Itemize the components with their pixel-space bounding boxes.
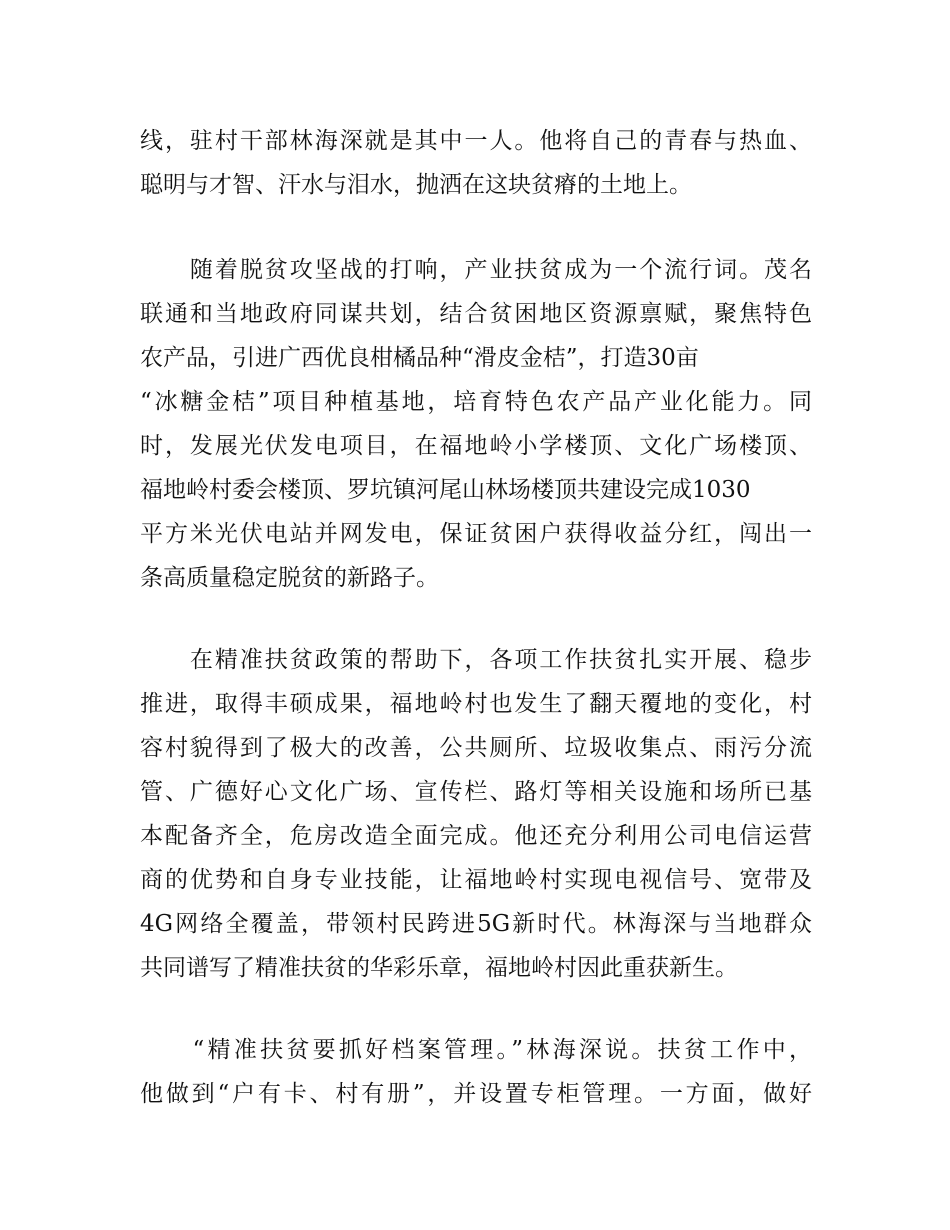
text-line: 在精准扶贫政策的帮助下，各项工作扶贫扎实开展、稳步	[140, 647, 812, 673]
text-line: 他做到“户有卡、村有册”，并设置专柜管理。一方面，做好	[140, 1081, 812, 1107]
paragraph-1	[140, 119, 812, 207]
paragraph-4	[140, 1028, 812, 1116]
text-line: “精准扶贫要抓好档案管理。”林海深说。扶贫工作中，	[140, 1037, 812, 1063]
text-line: 容村貌得到了极大的改善，公共厕所、垃圾收集点、雨污分流	[140, 735, 812, 761]
text-line: 福地岭村委会楼顶、罗坑镇河尾山林场楼顶共建设完成1030	[140, 477, 751, 503]
paragraph-3	[140, 638, 812, 990]
text-line: 条高质量稳定脱贫的新路子。	[140, 565, 439, 591]
text-line: 联通和当地政府同谋共划，结合贫困地区资源禀赋，聚焦特色	[140, 301, 812, 327]
text-line: 本配备齐全，危房改造全面完成。他还充分利用公司电信运营	[140, 823, 812, 849]
text-line: 农产品，引进广西优良柑橘品种“滑皮金桔”，打造30亩	[140, 345, 699, 371]
text-line: 时，发展光伏发电项目，在福地岭小学楼顶、文化广场楼顶、	[140, 433, 812, 459]
text-line: 聪明与才智、汗水与泪水，抛洒在这块贫瘠的土地上。	[140, 172, 692, 198]
text-line: 推进，取得丰硕成果，福地岭村也发生了翻天覆地的变化，村	[140, 691, 812, 717]
text-line: 平方米光伏电站并网发电，保证贫困户获得收益分红，闯出一	[140, 521, 812, 547]
text-line: “冰糖金桔”项目种植基地，培育特色农产品产业化能力。同	[140, 389, 812, 415]
text-line: 管、广德好心文化广场、宣传栏、路灯等相关设施和场所已基	[140, 779, 812, 805]
text-line: 4G网络全覆盖，带领村民跨进5G新时代。林海深与当地群众	[140, 911, 812, 937]
text-line: 随着脱贫攻坚战的打响，产业扶贫成为一个流行词。茂名	[140, 257, 812, 283]
text-line: 共同谱写了精准扶贫的华彩乐章，福地岭村因此重获新生。	[140, 955, 738, 981]
text-line: 商的优势和自身专业技能，让福地岭村实现电视信号、宽带及	[140, 867, 812, 893]
text-line: 线，驻村干部林海深就是其中一人。他将自己的青春与热血、	[140, 128, 812, 154]
paragraph-2	[140, 248, 812, 600]
